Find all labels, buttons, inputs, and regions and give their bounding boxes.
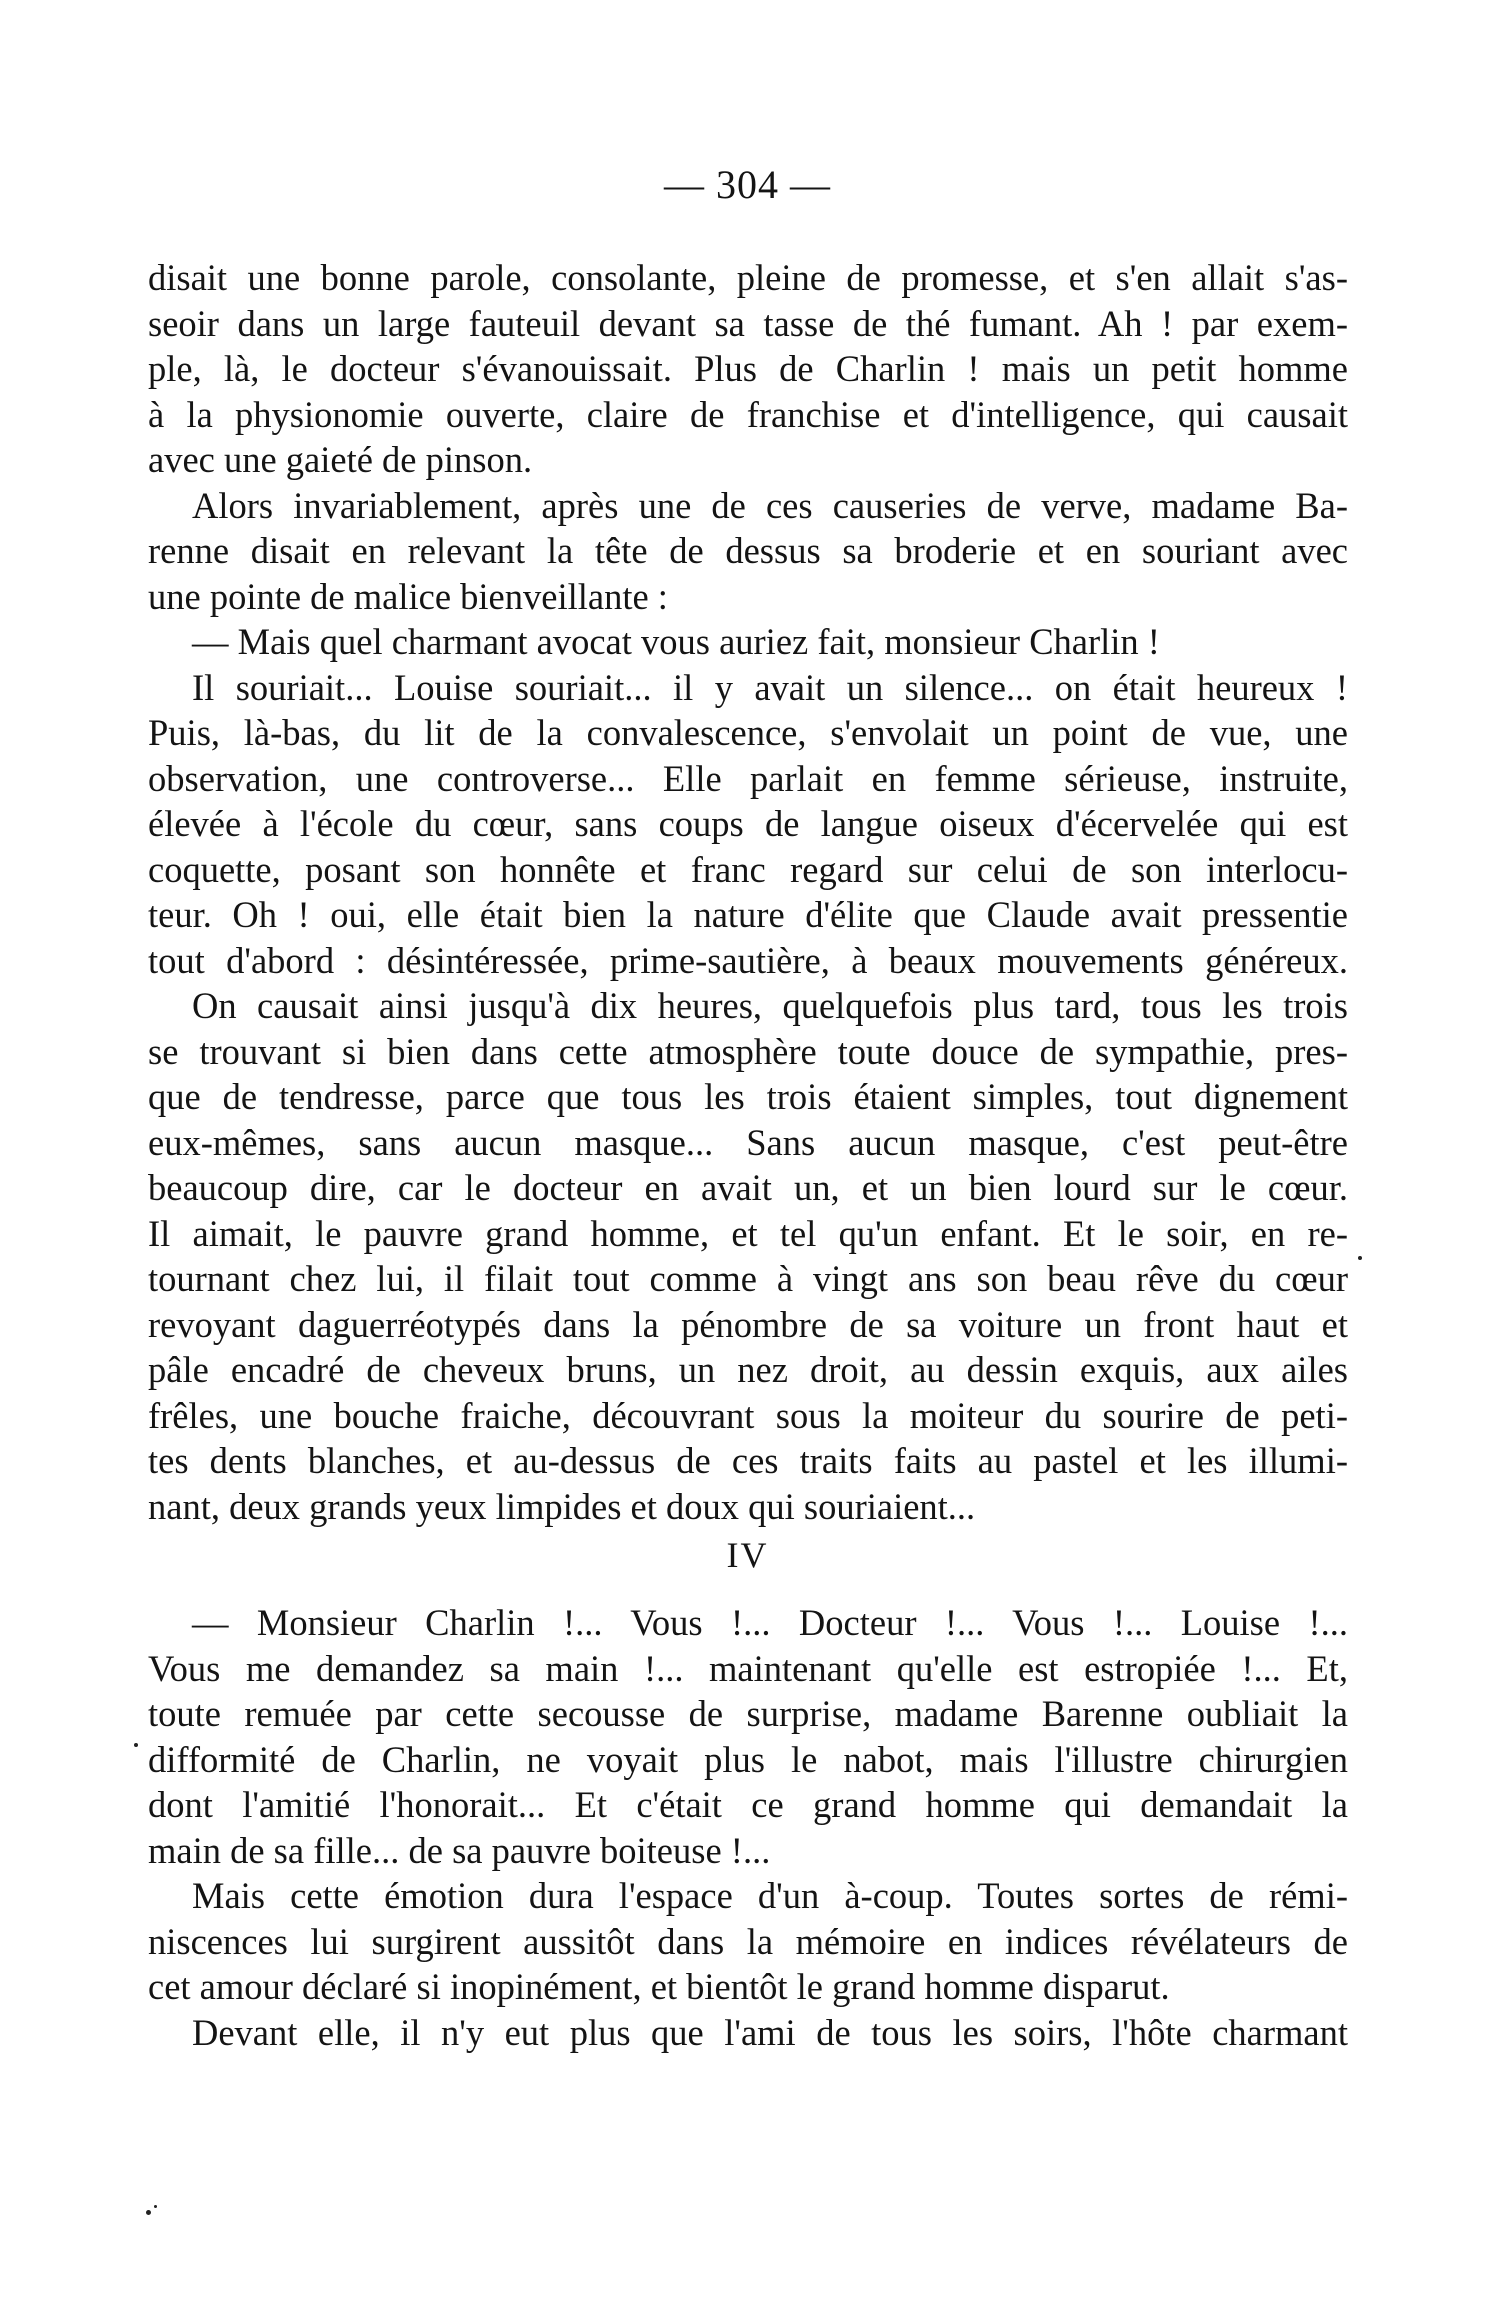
text-line: Puis, là-bas, du lit de la convalescence, s'envolait un point de vue, une: [148, 712, 1348, 753]
text-line: niscences lui surgirent aussitôt dans la mémoire en indices révélateurs de: [148, 1920, 1348, 1962]
text-line: — Mais quel charmant avocat vous auriez fait, monsieur Charlin !: [192, 621, 1160, 662]
text-line: ple, là, le docteur s'évanouissait. Plus de Charlin ! mais un petit homme: [148, 348, 1348, 389]
text-line: une pointe de malice bienveillante :: [148, 575, 668, 617]
text-line: main de sa fille... de sa pauvre boiteuse !...: [148, 1829, 771, 1871]
text-line: Alors invariablement, après une de ces causeries de verve, madame Ba-: [192, 484, 1348, 526]
ink-speck: [154, 2205, 157, 2208]
text-line: revoyant daguerréotypés dans la pénombre de sa voiture un front haut et: [148, 1303, 1348, 1345]
ink-speck: [134, 1743, 138, 1747]
text-line: que de tendresse, parce que tous les trois étaient simples, tout dignement: [148, 1076, 1348, 1117]
text-line: tout d'abord : désintéressée, prime-sautière, à beaux mouvements généreux.: [148, 939, 1348, 981]
text-block-section-iv: [148, 1600, 1348, 2055]
text-line: cet amour déclaré si inopinément, et bientôt le grand homme disparut.: [148, 1966, 1170, 2007]
text-line: — Monsieur Charlin !... Vous !... Docteur !... Vous !... Louise !...: [192, 1602, 1348, 1643]
text-line: toute remuée par cette secousse de surprise, madame Barenne oubliait la: [148, 1693, 1348, 1734]
text-line: pâle encadré de cheveux bruns, un nez droit, au dessin exquis, aux ailes: [148, 1349, 1348, 1390]
ink-speck: [1358, 1256, 1362, 1260]
section-heading: IV: [726, 1535, 769, 1575]
text-line: nant, deux grands yeux limpides et doux qui souriaient...: [148, 1485, 976, 1527]
text-line: tes dents blanches, et au-dessus de ces traits faits au pastel et les illumi-: [148, 1440, 1348, 1481]
text-line: difformité de Charlin, ne voyait plus le nabot, mais l'illustre chirurgien: [148, 1738, 1348, 1780]
text-line: Vous me demandez sa main !... maintenant qu'elle est estropiée !... Et,: [148, 1647, 1348, 1689]
ink-speck: [146, 2210, 151, 2215]
text-line: disait une bonne parole, consolante, pleine de promesse, et s'en allait s'as-: [148, 257, 1348, 298]
text-line: On causait ainsi jusqu'à dix heures, quelquefois plus tard, tous les trois: [192, 985, 1348, 1026]
text-line: tournant chez lui, il filait tout comme à vingt ans son beau rêve du cœur: [148, 1258, 1348, 1299]
text-line: se trouvant si bien dans cette atmosphère toute douce de sympathie, pres-: [148, 1030, 1348, 1072]
text-line: Mais cette émotion dura l'espace d'un à-coup. Toutes sortes de rémi-: [192, 1875, 1348, 1916]
text-line: à la physionomie ouverte, claire de franchise et d'intelligence, qui causait: [148, 393, 1348, 435]
text-line: élevée à l'école du cœur, sans coups de langue oiseux d'écervelée qui est: [148, 803, 1348, 844]
page-number: — 304 —: [664, 162, 831, 207]
text-line: Devant elle, il n'y eut plus que l'ami de tous les soirs, l'hôte charmant: [192, 2011, 1348, 2053]
text-line: teur. Oh ! oui, elle était bien la nature d'élite que Claude avait pressentie: [148, 894, 1348, 935]
text-line: coquette, posant son honnête et franc regard sur celui de son interlocu-: [148, 848, 1348, 890]
text-line: avec une gaieté de pinson.: [148, 439, 533, 480]
text-line: seoir dans un large fauteuil devant sa tasse de thé fumant. Ah ! par exem-: [148, 302, 1348, 344]
text-line: Il souriait... Louise souriait... il y avait un silence... on était heureux !: [192, 666, 1348, 708]
text-line: Il aimait, le pauvre grand homme, et tel qu'un enfant. Et le soir, en re-: [148, 1212, 1348, 1254]
text-line: frêles, une bouche fraiche, découvrant sous la moiteur du sourire de peti-: [148, 1394, 1348, 1436]
text-line: observation, une controverse... Elle parlait en femme sérieuse, instruite,: [148, 757, 1348, 799]
text-line: renne disait en relevant la tête de dessus sa broderie et en souriant avec: [148, 530, 1348, 571]
text-block-main: [148, 255, 1348, 1529]
text-line: dont l'amitié l'honorait... Et c'était ce grand homme qui demandait la: [148, 1784, 1348, 1825]
text-line: beaucoup dire, car le docteur en avait un, et un bien lourd sur le cœur.: [148, 1167, 1348, 1208]
text-line: eux-mêmes, sans aucun masque... Sans aucun masque, c'est peut-être: [148, 1121, 1348, 1163]
